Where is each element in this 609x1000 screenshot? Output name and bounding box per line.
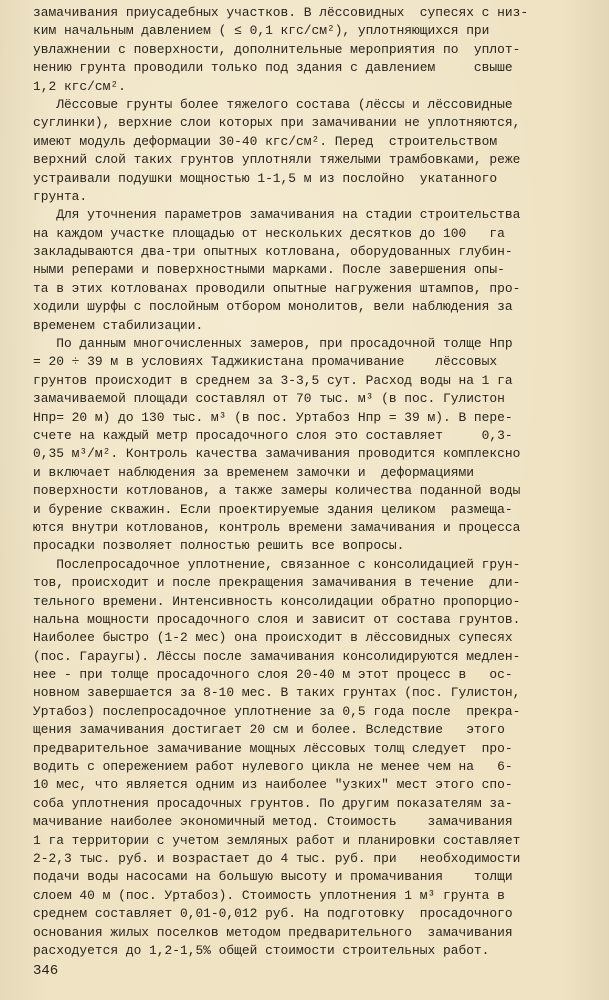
text-line: замачиваемой площади составлял от 70 тыс. м³ (в пос. Гулистон <box>33 391 505 407</box>
text-line: суглинки), верхние слои которых при замачивании не уплотняются, <box>33 115 521 131</box>
text-line: соба уплотнения просадочных грунтов. По другим показателям за- <box>33 795 513 811</box>
text-line: По данным многочисленных замеров, при просадочной толще Hпр <box>33 336 513 352</box>
text-line: Послепросадочное уплотнение, связанное с консолидацией грун- <box>33 556 521 572</box>
text-line: ким начальным давлением ( ≤ 0,1 кгс/см²), уплотняющихся при <box>33 23 490 39</box>
text-line: щения замачивания достигает 20 см и более. Вследствие этого <box>33 722 505 738</box>
text-line: Для уточнения параметров замачивания на стадии строительства <box>33 207 521 223</box>
text-line: устраивали подушки мощностью 1-1,5 м из послойно укатанного <box>33 170 498 186</box>
text-line: Лёссовые грунты более тяжелого состава (лёссы и лёссовидные <box>33 96 513 112</box>
page-number: 346 <box>33 963 59 979</box>
text-line: подачи воды насосами на большую высоту и промачивания толщи <box>33 869 513 885</box>
text-line: нальна мощности просадочного слоя и зависит от состава грунтов. <box>33 611 521 627</box>
text-line: 10 мес, что является одним из наиболее "узких" мест этого спо- <box>33 777 513 793</box>
text-line: грунтов происходит в среднем за 3-3,5 сут. Расход воды на 1 га <box>33 372 513 388</box>
text-line: ходили шурфы с послойным отбором монолитов, вели наблюдения за <box>33 299 513 315</box>
text-line: 0,35 м³/м². Контроль качества замачивания проводится комплексно <box>33 446 521 462</box>
text-line: 1,2 кгс/см². <box>33 78 126 94</box>
text-line: предварительное замачивание мощных лёссовых толщ следует про- <box>33 740 513 756</box>
text-line: водить с опережением работ нулевого цикла не менее чем на 6- <box>33 759 513 775</box>
text-line: та в этих котлованах проводили опытные нагружения штампов, про- <box>33 280 521 296</box>
text-line: расходуется до 1,2-1,5% общей стоимости строительных работ. <box>33 942 490 958</box>
text-line: = 20 ÷ 39 м в условиях Таджикистана промачивание лёссовых <box>33 354 498 370</box>
text-line: основания жилых поселков методом предварительного замачивания <box>33 924 513 940</box>
text-line: счете на каждый метр просадочного слоя это составляет 0,3- <box>33 427 513 443</box>
text-line: грунта. <box>33 188 88 204</box>
text-line: среднем составляет 0,01-0,012 руб. На подготовку просадочного <box>33 906 513 922</box>
text-line: ются внутри котлованов, контроль времени замачивания и процесса <box>33 519 521 535</box>
text-line: Hпр= 20 м) до 130 тыс. м³ (в пос. Уртабоз Hпр = 39 м). В пере- <box>33 409 513 425</box>
text-line: 1 га территории с учетом земляных работ и планировки составляет <box>33 832 521 848</box>
body-text <box>33 4 573 960</box>
text-line: тельного времени. Интенсивность консолидации обратно пропорцио- <box>33 593 521 609</box>
text-line: верхний слой таких грунтов уплотняли тяжелыми трамбовками, реже <box>33 152 521 168</box>
text-line: ными реперами и поверхностными марками. После завершения опы- <box>33 262 505 278</box>
text-line: новном завершается за 8-10 мес. В таких грунтах (пос. Гулистон, <box>33 685 521 701</box>
text-line: увлажнении с поверхности, дополнительные мероприятия по уплот- <box>33 41 521 57</box>
text-line: Уртабоз) послепросадочное уплотнение за 0,5 года после прекра- <box>33 703 521 719</box>
text-line: временем стабилизации. <box>33 317 204 333</box>
text-line: Наиболее быстро (1-2 мес) она происходит в лёссовидных супесях <box>33 630 513 646</box>
text-line: (пос. Гараугы). Лёссы после замачивания консолидируются медлен- <box>33 648 521 664</box>
text-line: закладываются два-три опытных котлована, оборудованных глубин- <box>33 244 513 260</box>
text-line: 2-2,3 тыс. руб. и возрастает до 4 тыс. руб. при необходимости <box>33 850 521 866</box>
text-line: поверхности котлованов, а также замеры количества поданной воды <box>33 483 521 499</box>
text-line: мачивание наиболее экономичный метод. Стоимость замачивания <box>33 814 513 830</box>
text-line: просадки позволяет полностью решить все вопросы. <box>33 538 405 554</box>
text-line: имеют модуль деформации 30-40 кгс/см². Перед строительством <box>33 133 498 149</box>
text-line: и включает наблюдения за временем замочки и деформациями <box>33 464 474 480</box>
text-line: тов, происходит и после прекращения замачивания в течение дли- <box>33 575 521 591</box>
text-line: нее - при толще просадочного слоя 20-40 м этот процесс в ос- <box>33 667 513 683</box>
text-line: нению грунта проводили только под здания с давлением свыше <box>33 60 513 76</box>
text-line: слоем 40 м (пос. Уртабоз). Стоимость уплотнения 1 м³ грунта в <box>33 887 505 903</box>
text-line: и бурение скважин. Если проектируемые здания целиком размеща- <box>33 501 513 517</box>
text-line: замачивания приусадебных участков. В лёссовидных супесях с низ- <box>33 5 529 20</box>
text-line: на каждом участке площадью от нескольких десятков до 100 га <box>33 225 505 241</box>
